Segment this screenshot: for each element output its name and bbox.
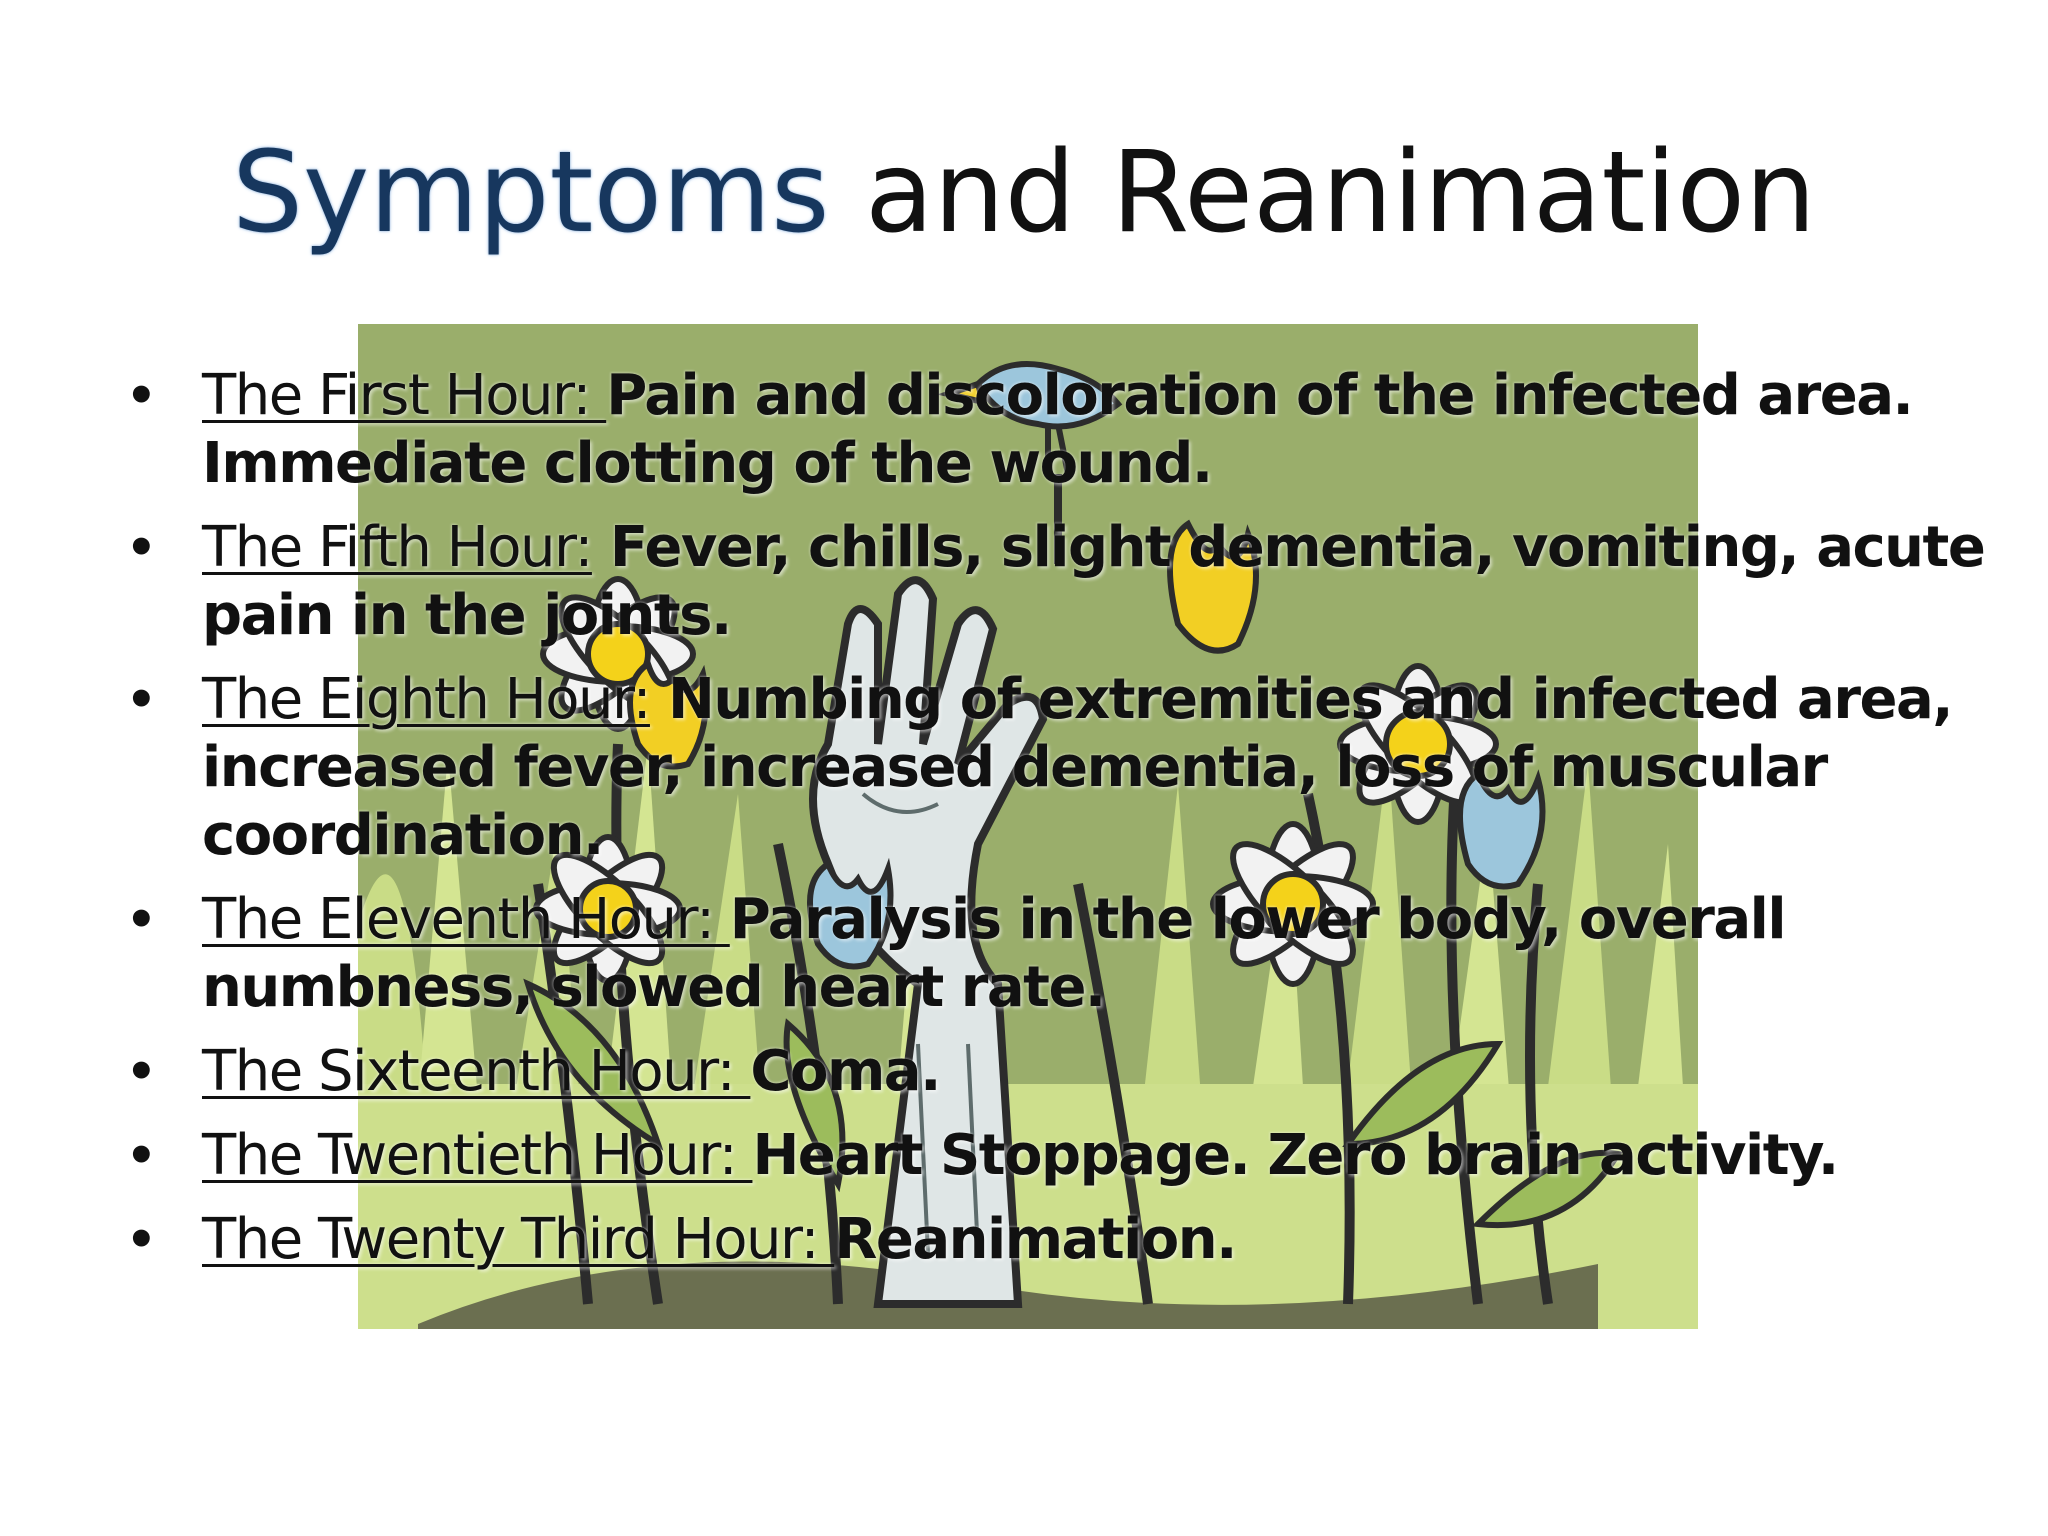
symptom-text: Coma. (750, 1039, 940, 1104)
list-item (118, 886, 1988, 1022)
list-item (118, 514, 1988, 650)
hour-label: The First Hour: (202, 363, 607, 428)
hour-label: The Twenty Third Hour: (202, 1207, 835, 1272)
bullet-dot: • (126, 520, 156, 576)
hour-label: The Eleventh Hour: (202, 887, 730, 952)
list-item (118, 362, 1988, 498)
hour-label: The Twentieth Hour: (202, 1123, 753, 1188)
list-item (118, 666, 1988, 870)
hour-label: The Eighth Hour: (202, 667, 650, 732)
symptom-list (118, 362, 1988, 1290)
list-item (118, 1122, 1988, 1190)
bullet-dot: • (126, 672, 156, 728)
list-item (118, 1038, 1988, 1106)
bullet-dot: • (126, 1212, 156, 1268)
symptom-text: Paralysis in the lower body, overall numbness, slowed heart rate. (202, 887, 1786, 1020)
symptom-text: Pain and discoloration of the infected area. Immediate clotting of the wound. (202, 363, 1913, 496)
title-rest: and Reanimation (829, 128, 1817, 258)
hour-label: The Sixteenth Hour: (202, 1039, 751, 1104)
slide-title (0, 128, 2048, 258)
list-item (118, 1206, 1988, 1274)
symptom-text: Fever, chills, slight dementia, vomiting, acute pain in the joints. (202, 515, 1985, 648)
symptom-text: Numbing of extremities and infected area, increased fever, increased dementia, loss of muscular coordination. (202, 667, 1953, 868)
title-accent-word: Symptoms (231, 128, 830, 258)
hour-label: The Fifth Hour: (202, 515, 592, 580)
symptom-text: Heart Stoppage. Zero brain activity. (752, 1123, 1838, 1188)
symptom-text: Reanimation. (834, 1207, 1236, 1272)
bullet-dot: • (126, 1044, 156, 1100)
bullet-dot: • (126, 368, 156, 424)
bullet-dot: • (126, 1128, 156, 1184)
bullet-dot: • (126, 892, 156, 948)
